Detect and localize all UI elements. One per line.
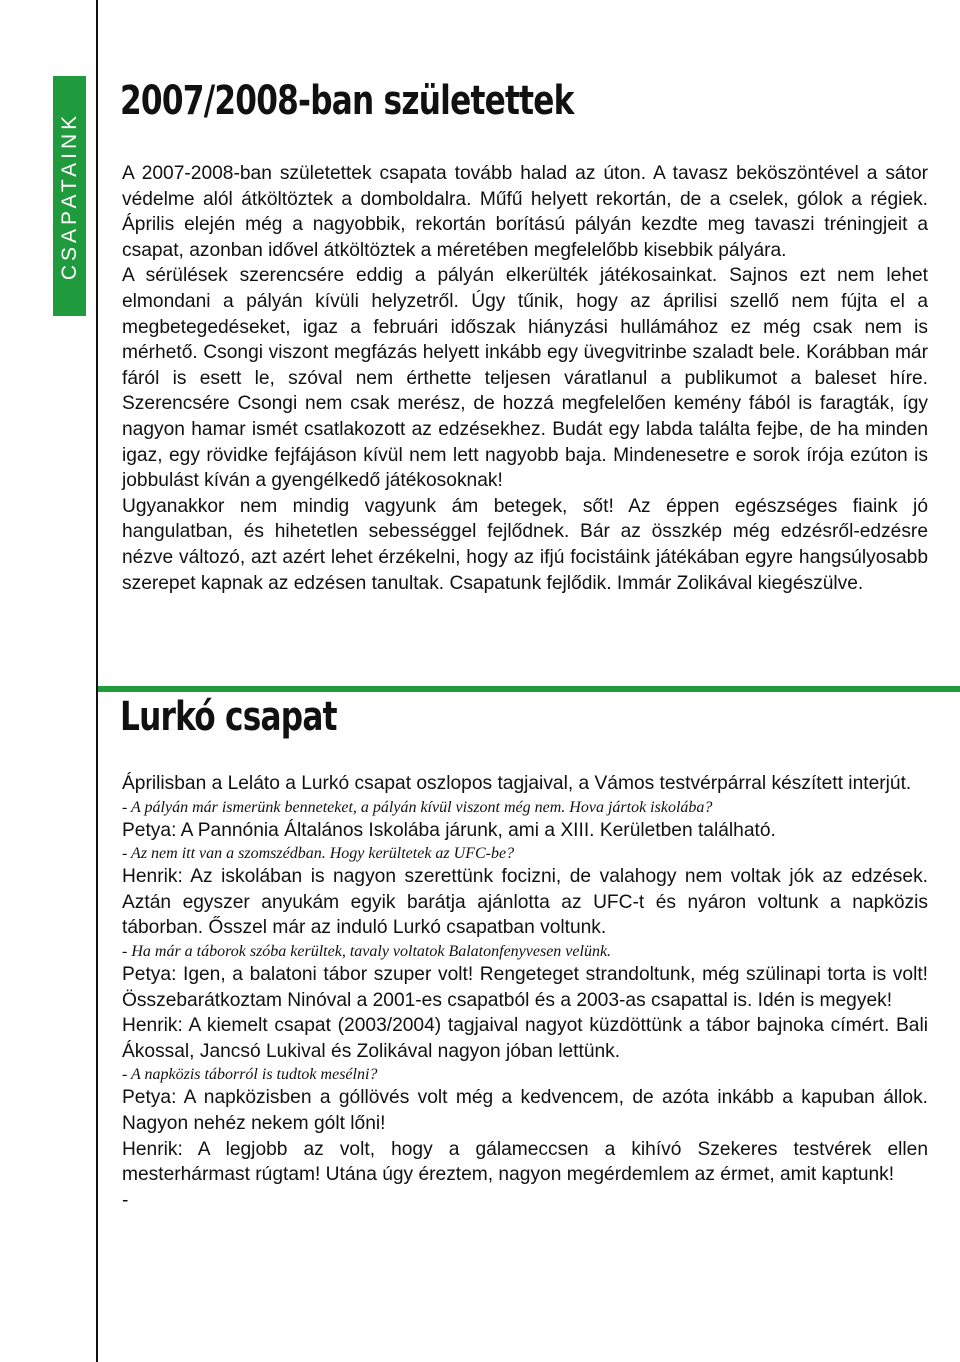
left-margin-rule: [96, 0, 98, 1362]
interview-answer: Henrik: Az iskolában is nagyon szerettünk focizni, de valahogy nem voltak jók az edzések. Aztán egyszer anyukám egyik barátja ajánlotta az UFC-t és nyáron voltunk a napközis táborban. Ősszel már az induló Lurkó csapatban voltunk.: [122, 866, 928, 939]
article-2007-2008-body: [122, 161, 928, 596]
interview-line: Áprilisban a Leláto a Lurkó csapat oszlopos tagjaival, a Vámos testvérpárral készített interjút.: [122, 773, 912, 794]
interview-line: -: [122, 1189, 129, 1211]
interview-question: - A napközis táborról is tudtok mesélni?: [122, 1066, 378, 1084]
interview-answer: Henrik: A kiemelt csapat (2003/2004) tagjaival nagyot küzdöttünk a tábor bajnoka címért. Bali Ákossal, Jancsó Lukival és Zolikával nagyon jóban lettünk.: [122, 1015, 928, 1062]
interview-question: - Ha már a táborok szóba kerültek, tavaly voltatok Balatonfenyvesen velünk.: [122, 942, 612, 960]
section-side-tab: [53, 76, 86, 316]
interview-answer: Petya: A Pannónia Általános Iskolába járunk, ami a XIII. Kerületben található.: [122, 819, 776, 841]
section-title-2007-2008: 2007/2008-ban születettek: [120, 78, 574, 124]
section-divider: [98, 686, 960, 692]
interview-body: [122, 771, 928, 1213]
paragraph: A 2007-2008-ban születettek csapata tovább halad az úton. A tavasz beköszöntével a sátor védelme alól átköltöztek a domboldalra. Műfű helyett rekortán, de a cselek, gólok a régiek. Április elején még a nagyobbik, rekortán borítású pályán kezdte meg tavaszi tréningjeit a csapat, azonban idővel átköltöztek a méretében megfelelőbb kisebbik pályára.: [122, 163, 928, 261]
interview-answer: Henrik: A legjobb az volt, hogy a gálameccsen a kihívó Szekeres testvérek ellen mesterhármast rúgtam! Utána úgy éreztem, nagyon megérdemlem az érmet, amit kaptunk!: [122, 1138, 928, 1186]
interview-question: - A pályán már ismerünk benneteket, a pályán kívül viszont még nem. Hova jártok iskolába?: [122, 798, 713, 816]
paragraph: Ugyanakkor nem mindig vagyunk ám betegek, sőt! Az éppen egészséges fiaink jó hangulatban, és hihetetlen sebességgel fejlődnek. Bár az összkép még edzésről-edzésre nézve változó, azt azért lehet érzékelni, hogy az ifjú focistáink játékában egyre hangsúlyosabb szerepet kapnak az edzésen tanultak. Csapatunk fejlődik. Immár Zolikával kiegészülve.: [122, 495, 928, 594]
side-tab-label: CSAPATAINK: [57, 111, 81, 281]
interview-answer: Petya: Igen, a balatoni tábor szuper volt! Rengeteget strandoltunk, még szülinapi torta is volt! Összebarátkoztam Ninóval a 2001-es csapatból és a 2003-as csapattal is. Idén is megyek!: [122, 963, 928, 1011]
interview-answer: Petya: A napközisben a góllövés volt még a kedvencem, de azóta inkább a kapuban állok. Nagyon nehéz nekem gólt lőni!: [122, 1087, 928, 1134]
section-title-lurko: Lurkó csapat: [120, 694, 337, 740]
interview-question: - Az nem itt van a szomszédban. Hogy kerültetek az UFC-be?: [122, 845, 515, 863]
paragraph: A sérülések szerencsére eddig a pályán elkerülték játékosainkat. Sajnos ezt nem lehet elmondani a pályán kívüli helyzetről. Úgy tűnik, hogy az áprilisi szellő nem fújta el a megbetegedéseket, igaz a februári időszak hiányzási hullámához ez még csak nem is mérhető. Csongi viszont megfázás helyett inkább egy üvegvitrinbe szaladt bele. Korábban már fáról is esett le, szóval nem érthette teljesen váratlanul a publikumot a baleset híre. Szerencsére Csongi nem csak merész, de hozzá megfelelően kemény fából is faragták, így nagyon hamar ismét csatlakozott az edzésekhez. Budát egy labda találta fejbe, de ha minden igaz, egy rövidke fejfájáson kívül nem lett nagyobb baja. Mindenesetre e sorok írója ezúton is jobbulást kíván a gyengélkedő játékosoknak!: [122, 265, 928, 492]
